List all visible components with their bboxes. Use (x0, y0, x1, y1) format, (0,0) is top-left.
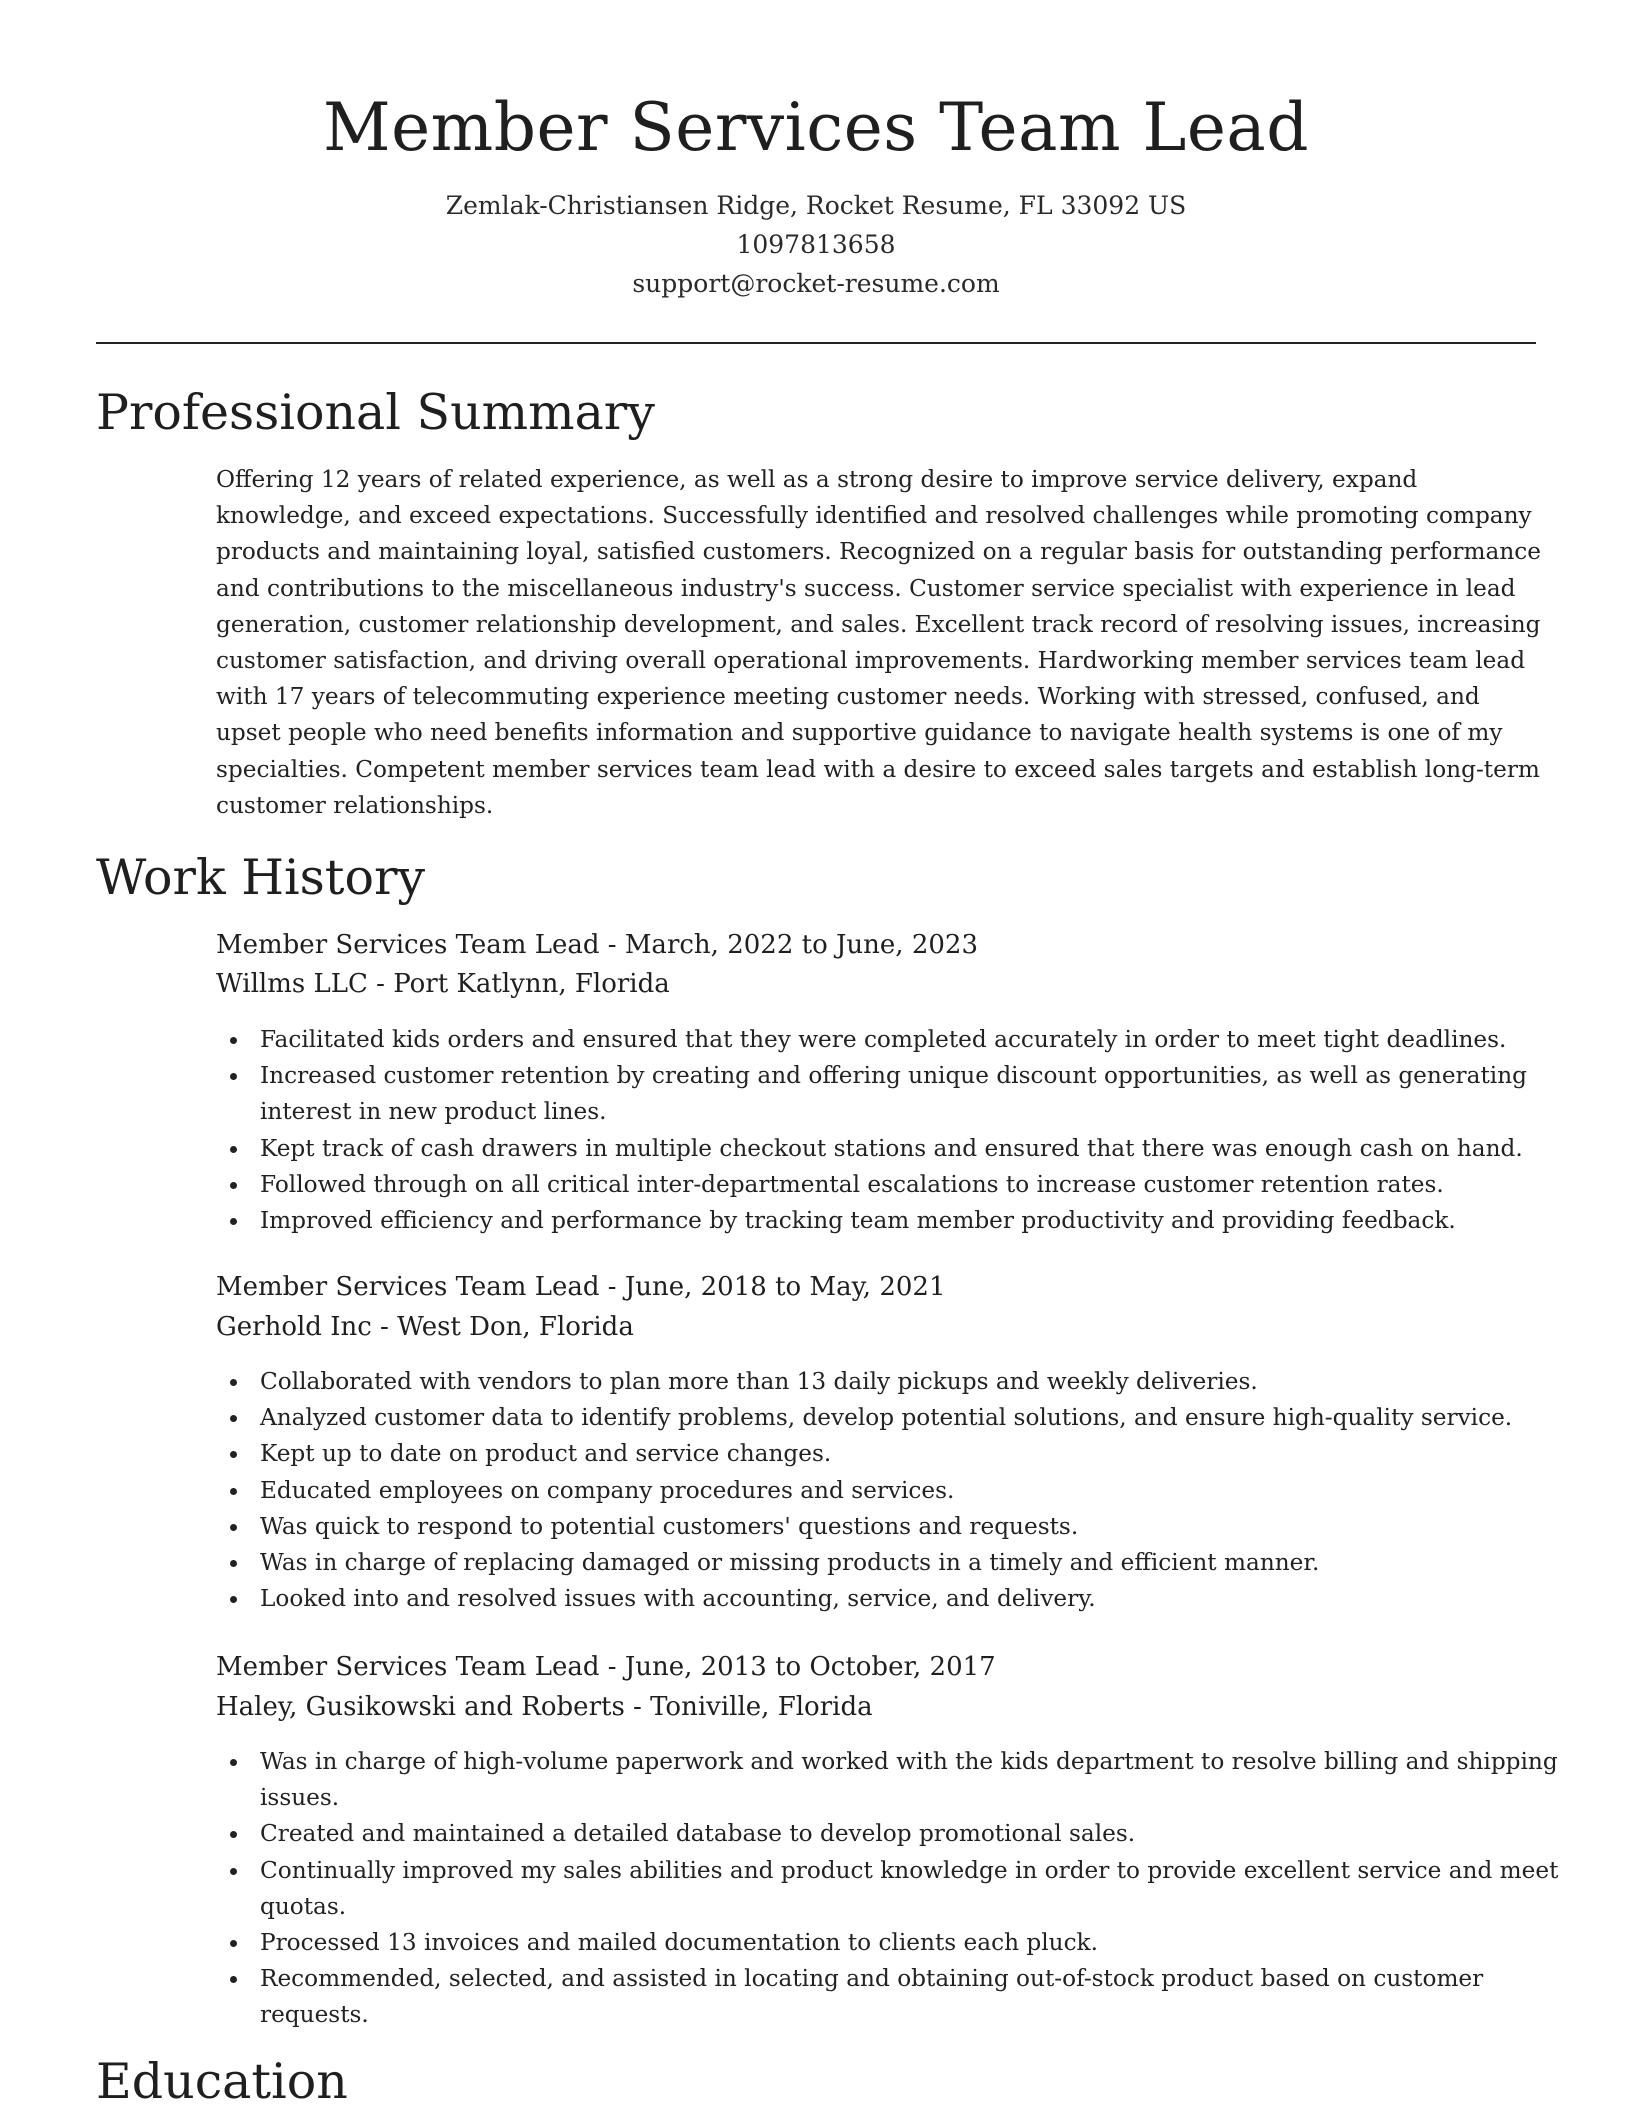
job-bullet: Looked into and resolved issues with accounting, service, and delivery. (260, 1581, 1590, 1617)
job-bullet: Increased customer retention by creating and offering unique discount opportunities, as well as generating interest in new product lines. (260, 1058, 1590, 1130)
job-bullet: Educated employees on company procedures and services. (260, 1473, 1590, 1509)
summary-text: Offering 12 years of related experience, as well as a strong desire to improve service delivery, expand knowledge, and exceed expectations. Successfully identified and resolved challenges while promoting company products and maintaining loyal, satisfied customers. Recognized on a regular basis for outstanding performance and contributions to the miscellaneous industry's success. Customer service specialist with experience in lead generation, customer relationship development, and sales. Excellent track record of resolving issues, increasing customer satisfaction, and driving overall operational improvements. Hardworking member services team lead with 17 years of telecommuting experience meeting customer needs. Working with stressed, confused, and upset people who need benefits information and supportive guidance to navigate health systems is one of my specialties. Competent member services team lead with a desire to exceed sales targets and establish long-term customer relationships. (216, 466, 1541, 819)
contact-email: support@rocket-resume.com (632, 269, 1000, 298)
job-bullet: Facilitated kids orders and ensured that they were completed accurately in order to meet tight deadlines. (260, 1022, 1590, 1058)
contact-phone: 1097813658 (736, 230, 896, 259)
work-history-heading: Work History (96, 849, 426, 906)
job-company-line: Gerhold Inc - West Don, Florida (216, 1312, 634, 1342)
education-heading: Education (96, 2053, 348, 2110)
job-bullet: Analyzed customer data to identify problems, develop potential solutions, and ensure high-quality service. (260, 1400, 1590, 1436)
job-title-line: Member Services Team Lead - June, 2018 to May, 2021 (216, 1272, 946, 1302)
job-bullet: Continually improved my sales abilities and product knowledge in order to provide excellent service and meet quotas. (260, 1853, 1590, 1925)
job-bullet: Was in charge of high-volume paperwork and worked with the kids department to resolve billing and shipping issues. (260, 1744, 1590, 1816)
job-bullet: Collaborated with vendors to plan more than 13 daily pickups and weekly deliveries. (260, 1364, 1590, 1400)
job-bullet: Was in charge of replacing damaged or missing products in a timely and efficient manner. (260, 1545, 1590, 1581)
job-bullet: Improved efficiency and performance by tracking team member productivity and providing feedback. (260, 1203, 1590, 1239)
job-bullet: Processed 13 invoices and mailed documentation to clients each pluck. (260, 1925, 1590, 1961)
job-company-line: Willms LLC - Port Katlynn, Florida (216, 969, 670, 999)
job-title-line: Member Services Team Lead - March, 2022 to June, 2023 (216, 930, 978, 960)
summary-heading: Professional Summary (96, 384, 655, 441)
candidate-name: Member Services Team Lead (323, 89, 1309, 166)
job-bullet: Recommended, selected, and assisted in locating and obtaining out-of-stock product based on customer requests. (260, 1961, 1590, 2033)
header-divider (96, 342, 1536, 344)
job-bullet-list (216, 1022, 1590, 1239)
job-bullet: Created and maintained a detailed database to develop promotional sales. (260, 1816, 1590, 1852)
job-bullet: Kept up to date on product and service changes. (260, 1436, 1590, 1472)
contact-block (96, 186, 1536, 303)
resume-header (96, 80, 1536, 303)
job-title-line: Member Services Team Lead - June, 2013 to October, 2017 (216, 1652, 996, 1682)
job-company-line: Haley, Gusikowski and Roberts - Toniville, Florida (216, 1692, 873, 1722)
job-bullet: Was quick to respond to potential customers' questions and requests. (260, 1509, 1590, 1545)
job-bullet-list (216, 1364, 1590, 1617)
job-bullet: Followed through on all critical inter-departmental escalations to increase customer retention rates. (260, 1167, 1590, 1203)
job-bullet: Kept track of cash drawers in multiple checkout stations and ensured that there was enough cash on hand. (260, 1131, 1590, 1167)
job-bullet-list (216, 1744, 1590, 2034)
contact-address: Zemlak-Christiansen Ridge, Rocket Resume, FL 33092 US (445, 191, 1187, 220)
